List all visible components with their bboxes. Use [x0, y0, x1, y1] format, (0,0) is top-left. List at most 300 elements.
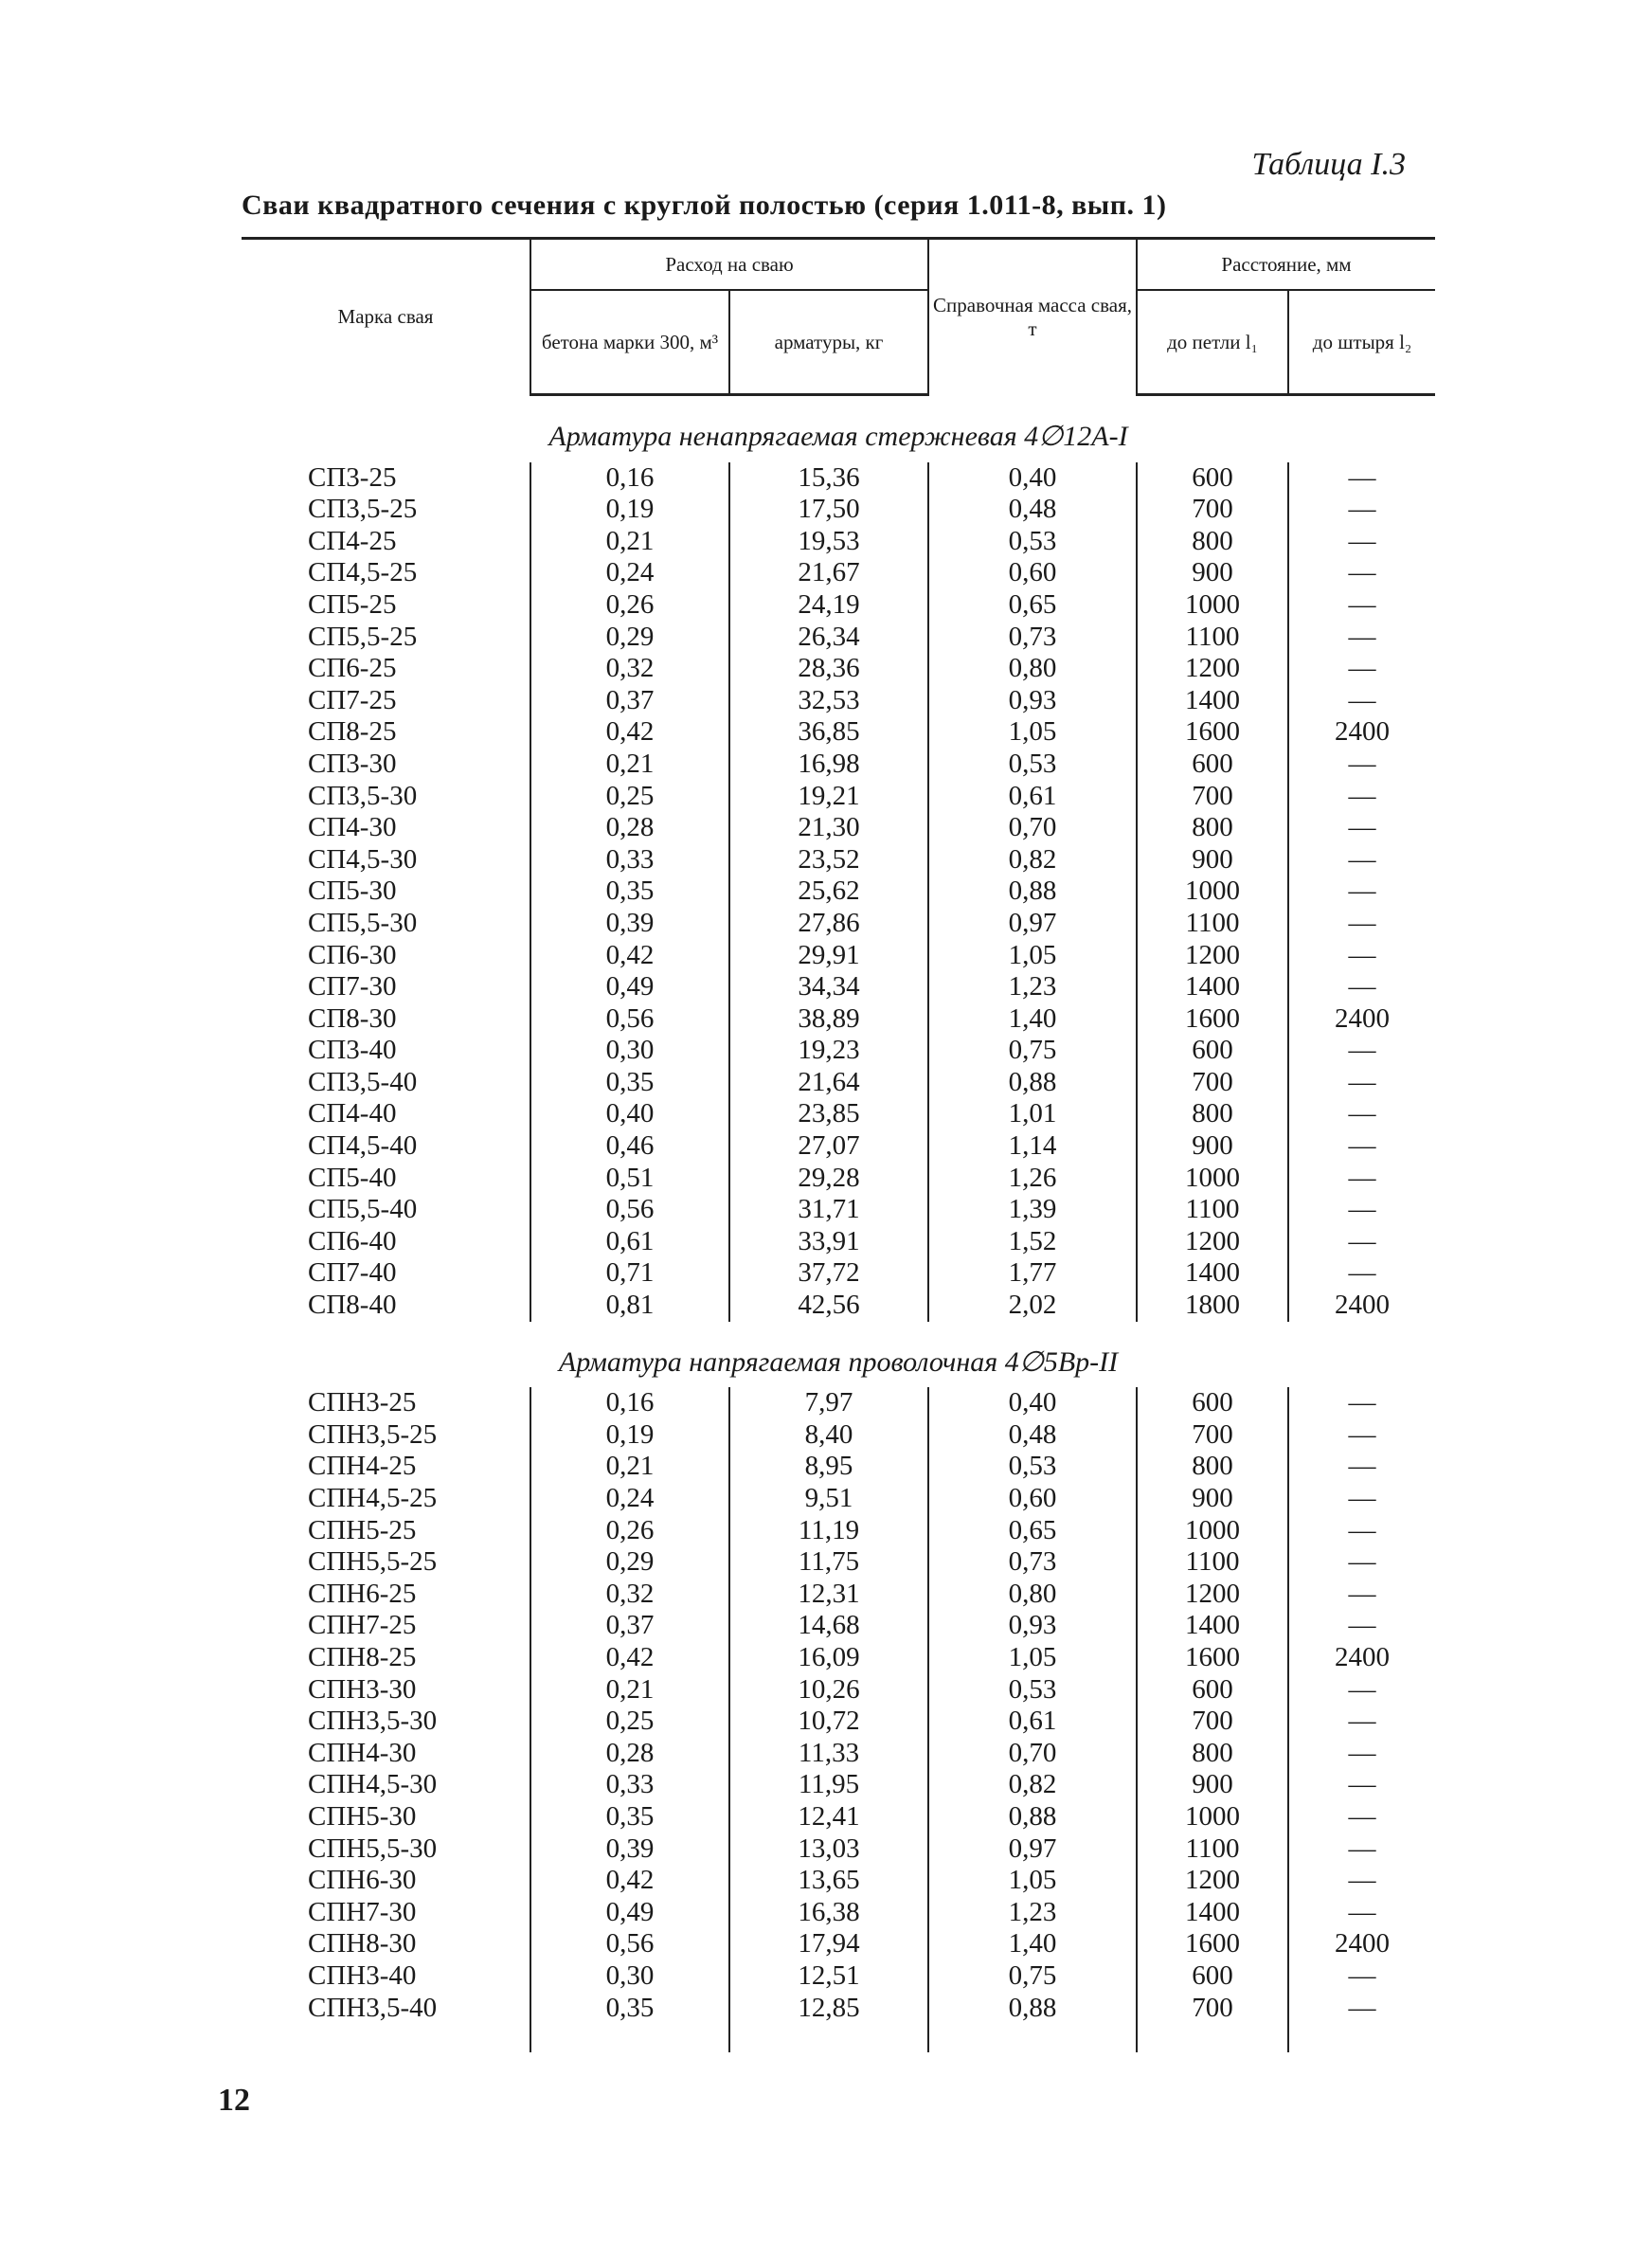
cell-mark: СПН4-30 [308, 1737, 417, 1768]
table-row [242, 1387, 1435, 1419]
cell-to-pin: — [1288, 844, 1435, 876]
cell-concrete: 0,51 [530, 1163, 729, 1195]
cell-rebar: 37,72 [729, 1257, 928, 1290]
cell-to-loop: 900 [1137, 1769, 1288, 1801]
cell-concrete: 0,26 [530, 589, 729, 622]
table-row [242, 1257, 1435, 1290]
table-caption: Таблица I.3 [1251, 147, 1406, 182]
cell-concrete: 0,49 [530, 971, 729, 1003]
cell-to-pin: — [1288, 1067, 1435, 1099]
cell-mark: СП5,5-40 [308, 1194, 418, 1225]
cell-rebar: 15,36 [729, 462, 928, 495]
cell-rebar: 28,36 [729, 653, 928, 685]
table-row [242, 1163, 1435, 1195]
section-header-row [242, 1322, 1435, 1388]
table-row [242, 1451, 1435, 1483]
table-row [242, 589, 1435, 622]
cell-concrete: 0,37 [530, 685, 729, 717]
table-row [242, 1098, 1435, 1130]
header-to-pin: до штыря l₂ [1288, 290, 1435, 395]
cell-to-pin: — [1288, 1163, 1435, 1195]
cell-to-pin: — [1288, 1960, 1435, 1993]
cell-concrete: 0,71 [530, 1257, 729, 1290]
cell-mark: СПН3-30 [308, 1673, 417, 1705]
cell-mass: 1,05 [928, 940, 1137, 972]
cell-rebar: 27,86 [729, 908, 928, 940]
cell-mark: СП6-40 [308, 1225, 397, 1256]
cell-to-pin: — [1288, 1897, 1435, 1929]
table-row [242, 1290, 1435, 1322]
cell-concrete: 0,46 [530, 1130, 729, 1163]
cell-mark: СП4,5-30 [308, 843, 418, 875]
cell-to-loop: 600 [1137, 1674, 1288, 1706]
cell-rebar: 34,34 [729, 971, 928, 1003]
table-row [242, 908, 1435, 940]
cell-mass: 0,60 [928, 1483, 1137, 1515]
section-title: Арматура ненапрягаемая стержневая 4∅12А-I [548, 421, 1128, 452]
cell-mark: СП3,5-40 [308, 1066, 418, 1097]
table-row [242, 1067, 1435, 1099]
cell-rebar: 24,19 [729, 589, 928, 622]
header-mark: Марка свая [242, 239, 530, 395]
cell-to-loop: 800 [1137, 812, 1288, 844]
header-to-loop: до петли l₁ [1137, 290, 1288, 395]
cell-concrete: 0,61 [530, 1226, 729, 1258]
header-rebar: арматуры, кг [729, 290, 928, 395]
cell-mark: СП3-25 [308, 461, 397, 493]
cell-mass: 0,48 [928, 494, 1137, 526]
cell-to-loop: 1100 [1137, 908, 1288, 940]
cell-mark: СПН6-25 [308, 1578, 417, 1609]
cell-to-loop: 1100 [1137, 1546, 1288, 1579]
cell-mark: СПН5-25 [308, 1514, 417, 1545]
cell-to-loop: 1200 [1137, 1865, 1288, 1897]
table-row [242, 685, 1435, 717]
table-row [242, 749, 1435, 781]
cell-to-pin: — [1288, 622, 1435, 654]
cell-mark: СПН3-25 [308, 1387, 417, 1418]
cell-to-pin: — [1288, 1993, 1435, 2025]
spacer-cell [928, 2024, 1137, 2052]
cell-concrete: 0,42 [530, 1865, 729, 1897]
spacer-cell [729, 2024, 928, 2052]
table-row [242, 1194, 1435, 1226]
cell-to-pin: — [1288, 1801, 1435, 1833]
cell-to-loop: 900 [1137, 1483, 1288, 1515]
cell-mark: СП8-30 [308, 1002, 397, 1034]
table-row [242, 1642, 1435, 1674]
cell-mass: 0,61 [928, 781, 1137, 813]
cell-mark: СПН6-30 [308, 1865, 417, 1896]
cell-concrete: 0,30 [530, 1035, 729, 1067]
table-row [242, 1035, 1435, 1067]
cell-to-pin: — [1288, 749, 1435, 781]
cell-concrete: 0,19 [530, 494, 729, 526]
cell-mark: СПН5,5-25 [308, 1546, 438, 1578]
cell-mass: 1,23 [928, 971, 1137, 1003]
cell-to-pin: — [1288, 653, 1435, 685]
table-row [242, 622, 1435, 654]
cell-rebar: 26,34 [729, 622, 928, 654]
cell-mark: СП8-25 [308, 716, 397, 748]
table-row [242, 716, 1435, 749]
cell-mark: СПН8-25 [308, 1641, 417, 1672]
cell-to-loop: 1400 [1137, 685, 1288, 717]
cell-rebar: 8,40 [729, 1419, 928, 1452]
cell-rebar: 38,89 [729, 1003, 928, 1036]
cell-rebar: 11,75 [729, 1546, 928, 1579]
cell-rebar: 16,38 [729, 1897, 928, 1929]
table-row [242, 557, 1435, 589]
cell-to-loop: 800 [1137, 1451, 1288, 1483]
cell-to-pin: — [1288, 1610, 1435, 1642]
cell-to-pin: — [1288, 1674, 1435, 1706]
cell-rebar: 8,95 [729, 1451, 928, 1483]
cell-mark: СПН8-30 [308, 1928, 417, 1959]
cell-concrete: 0,24 [530, 1483, 729, 1515]
table-spacer-row [242, 2024, 1435, 2052]
table-row [242, 844, 1435, 876]
cell-to-loop: 1600 [1137, 1928, 1288, 1960]
header-consumption: Расход на сваю [530, 239, 928, 291]
cell-mark: СП5,5-25 [308, 621, 418, 652]
cell-mass: 0,88 [928, 876, 1137, 908]
cell-to-pin: — [1288, 1546, 1435, 1579]
cell-rebar: 9,51 [729, 1483, 928, 1515]
cell-to-loop: 1400 [1137, 971, 1288, 1003]
table-row [242, 1960, 1435, 1993]
cell-concrete: 0,37 [530, 1610, 729, 1642]
table-row [242, 1226, 1435, 1258]
cell-concrete: 0,24 [530, 557, 729, 589]
cell-rebar: 16,09 [729, 1642, 928, 1674]
cell-mass: 1,05 [928, 716, 1137, 749]
cell-to-loop: 600 [1137, 749, 1288, 781]
cell-to-pin: — [1288, 1865, 1435, 1897]
cell-rebar: 11,95 [729, 1769, 928, 1801]
cell-mark: СП7-25 [308, 684, 397, 715]
cell-to-pin: — [1288, 526, 1435, 558]
cell-to-pin: — [1288, 1194, 1435, 1226]
cell-to-pin: — [1288, 940, 1435, 972]
cell-concrete: 0,26 [530, 1515, 729, 1547]
cell-mass: 0,93 [928, 685, 1137, 717]
cell-mass: 0,65 [928, 1515, 1137, 1547]
cell-to-pin: — [1288, 908, 1435, 940]
cell-mark: СПН3,5-30 [308, 1706, 438, 1737]
cell-mark: СП4,5-40 [308, 1130, 418, 1162]
cell-mark: СП4,5-25 [308, 557, 418, 588]
cell-concrete: 0,29 [530, 1546, 729, 1579]
cell-mark: СП8-40 [308, 1290, 397, 1321]
cell-mass: 0,70 [928, 812, 1137, 844]
cell-to-pin: — [1288, 781, 1435, 813]
cell-mark: СП5-30 [308, 876, 397, 907]
table-row [242, 1738, 1435, 1770]
table-header [242, 239, 1435, 395]
cell-to-loop: 600 [1137, 462, 1288, 495]
cell-mass: 0,80 [928, 653, 1137, 685]
cell-to-pin: — [1288, 685, 1435, 717]
cell-to-loop: 1100 [1137, 1833, 1288, 1866]
cell-concrete: 0,33 [530, 844, 729, 876]
cell-mark: СПН7-25 [308, 1610, 417, 1641]
cell-mass: 1,05 [928, 1865, 1137, 1897]
cell-concrete: 0,33 [530, 1769, 729, 1801]
cell-rebar: 11,19 [729, 1515, 928, 1547]
cell-to-loop: 1000 [1137, 1801, 1288, 1833]
table-row [242, 1130, 1435, 1163]
table-row [242, 526, 1435, 558]
cell-concrete: 0,42 [530, 716, 729, 749]
cell-mark: СП5-40 [308, 1162, 397, 1193]
cell-to-pin: — [1288, 1387, 1435, 1419]
cell-rebar: 36,85 [729, 716, 928, 749]
cell-rebar: 7,97 [729, 1387, 928, 1419]
cell-concrete: 0,21 [530, 526, 729, 558]
cell-to-loop: 700 [1137, 494, 1288, 526]
cell-concrete: 0,16 [530, 1387, 729, 1419]
cell-concrete: 0,28 [530, 812, 729, 844]
cell-mass: 1,01 [928, 1098, 1137, 1130]
cell-concrete: 0,32 [530, 1579, 729, 1611]
cell-to-pin: — [1288, 876, 1435, 908]
cell-rebar: 21,64 [729, 1067, 928, 1099]
table-row [242, 653, 1435, 685]
cell-concrete: 0,21 [530, 1451, 729, 1483]
cell-mark: СПН4,5-30 [308, 1769, 438, 1800]
table-row [242, 971, 1435, 1003]
table-row [242, 1674, 1435, 1706]
cell-concrete: 0,28 [530, 1738, 729, 1770]
cell-rebar: 27,07 [729, 1130, 928, 1163]
table-row [242, 1419, 1435, 1452]
cell-mass: 0,73 [928, 622, 1137, 654]
cell-rebar: 29,91 [729, 940, 928, 972]
cell-to-pin: 2400 [1288, 1003, 1435, 1036]
cell-to-loop: 1200 [1137, 940, 1288, 972]
cell-mass: 0,40 [928, 1387, 1137, 1419]
cell-to-loop: 600 [1137, 1960, 1288, 1993]
cell-rebar: 21,67 [729, 557, 928, 589]
cell-concrete: 0,29 [530, 622, 729, 654]
cell-to-loop: 700 [1137, 1419, 1288, 1452]
cell-mass: 0,97 [928, 908, 1137, 940]
cell-mass: 0,93 [928, 1610, 1137, 1642]
cell-mark: СП3,5-25 [308, 494, 418, 525]
cell-concrete: 0,39 [530, 908, 729, 940]
cell-mark: СПН3,5-40 [308, 1992, 438, 2023]
cell-rebar: 16,98 [729, 749, 928, 781]
spacer-cell [242, 2024, 530, 2052]
cell-mass: 0,53 [928, 1674, 1137, 1706]
cell-to-loop: 1800 [1137, 1290, 1288, 1322]
cell-to-pin: — [1288, 812, 1435, 844]
piles-table [242, 237, 1435, 2052]
cell-mass: 0,82 [928, 1769, 1137, 1801]
cell-to-loop: 700 [1137, 1067, 1288, 1099]
cell-rebar: 31,71 [729, 1194, 928, 1226]
table-row [242, 1769, 1435, 1801]
section-header-row [242, 395, 1435, 462]
cell-rebar: 23,85 [729, 1098, 928, 1130]
table-row [242, 1833, 1435, 1866]
cell-to-pin: 2400 [1288, 716, 1435, 749]
cell-to-loop: 1600 [1137, 716, 1288, 749]
cell-concrete: 0,16 [530, 462, 729, 495]
cell-mass: 1,23 [928, 1897, 1137, 1929]
cell-mass: 0,48 [928, 1419, 1137, 1452]
cell-rebar: 19,21 [729, 781, 928, 813]
table-row [242, 1928, 1435, 1960]
spacer-cell [1288, 2024, 1435, 2052]
table-row [242, 1865, 1435, 1897]
cell-mass: 1,40 [928, 1003, 1137, 1036]
cell-mark: СП7-30 [308, 971, 397, 1002]
cell-mass: 0,80 [928, 1579, 1137, 1611]
cell-to-pin: — [1288, 1035, 1435, 1067]
table-row [242, 1610, 1435, 1642]
cell-mass: 1,14 [928, 1130, 1137, 1163]
cell-concrete: 0,21 [530, 1674, 729, 1706]
cell-to-loop: 600 [1137, 1387, 1288, 1419]
cell-rebar: 13,03 [729, 1833, 928, 1866]
cell-to-pin: 2400 [1288, 1642, 1435, 1674]
cell-mark: СП3-30 [308, 748, 397, 779]
cell-rebar: 32,53 [729, 685, 928, 717]
table-body [242, 395, 1435, 2053]
cell-to-loop: 900 [1137, 1130, 1288, 1163]
cell-concrete: 0,19 [530, 1419, 729, 1452]
cell-rebar: 17,50 [729, 494, 928, 526]
cell-to-pin: — [1288, 1257, 1435, 1290]
cell-mass: 2,02 [928, 1290, 1137, 1322]
cell-to-pin: 2400 [1288, 1290, 1435, 1322]
cell-rebar: 19,53 [729, 526, 928, 558]
cell-to-pin: — [1288, 1419, 1435, 1452]
cell-to-loop: 1400 [1137, 1257, 1288, 1290]
spacer-cell [1137, 2024, 1288, 2052]
table-row [242, 1515, 1435, 1547]
cell-mark: СП7-40 [308, 1257, 397, 1289]
cell-rebar: 12,51 [729, 1960, 928, 1993]
header-distance: Расстояние, мм [1137, 239, 1435, 291]
table-row [242, 1003, 1435, 1036]
header-concrete: бетона марки 300, м³ [530, 290, 729, 395]
cell-to-pin: — [1288, 1451, 1435, 1483]
cell-to-pin: — [1288, 1098, 1435, 1130]
cell-mass: 0,65 [928, 589, 1137, 622]
cell-mass: 1,39 [928, 1194, 1137, 1226]
cell-rebar: 10,72 [729, 1706, 928, 1738]
cell-to-pin: — [1288, 589, 1435, 622]
cell-mark: СП5-25 [308, 588, 397, 620]
cell-rebar: 25,62 [729, 876, 928, 908]
cell-rebar: 42,56 [729, 1290, 928, 1322]
spacer-cell [530, 2024, 729, 2052]
cell-mass: 1,52 [928, 1226, 1137, 1258]
cell-to-loop: 1000 [1137, 1515, 1288, 1547]
cell-rebar: 12,85 [729, 1993, 928, 2025]
cell-rebar: 11,33 [729, 1738, 928, 1770]
cell-to-loop: 1600 [1137, 1003, 1288, 1036]
cell-mass: 0,40 [928, 462, 1137, 495]
cell-rebar: 17,94 [729, 1928, 928, 1960]
section-title: Арматура напрягаемая проволочная 4∅5Вр-II [558, 1345, 1119, 1378]
cell-to-loop: 700 [1137, 1706, 1288, 1738]
cell-to-pin: — [1288, 1769, 1435, 1801]
cell-mark: СП4-30 [308, 812, 397, 843]
cell-mass: 1,77 [928, 1257, 1137, 1290]
cell-concrete: 0,56 [530, 1194, 729, 1226]
cell-mass: 0,53 [928, 526, 1137, 558]
cell-rebar: 14,68 [729, 1610, 928, 1642]
cell-mark: СПН4,5-25 [308, 1483, 438, 1513]
cell-mark: СП5,5-30 [308, 907, 418, 938]
cell-mass: 0,70 [928, 1738, 1137, 1770]
cell-to-loop: 1200 [1137, 1579, 1288, 1611]
cell-rebar: 10,26 [729, 1674, 928, 1706]
table-title: Сваи квадратного сечения с круглой полостью (серия 1.011-8, вып. 1) [242, 190, 1167, 221]
cell-rebar: 19,23 [729, 1035, 928, 1067]
cell-rebar: 13,65 [729, 1865, 928, 1897]
cell-concrete: 0,25 [530, 781, 729, 813]
table-row [242, 494, 1435, 526]
cell-mass: 0,88 [928, 1067, 1137, 1099]
cell-to-pin: — [1288, 1738, 1435, 1770]
cell-concrete: 0,35 [530, 1067, 729, 1099]
cell-to-loop: 700 [1137, 781, 1288, 813]
cell-to-loop: 1000 [1137, 876, 1288, 908]
table-row [242, 1546, 1435, 1579]
cell-to-pin: — [1288, 462, 1435, 495]
cell-to-pin: — [1288, 1833, 1435, 1866]
cell-mass: 0,61 [928, 1706, 1137, 1738]
cell-mark: СПН5-30 [308, 1800, 417, 1832]
cell-concrete: 0,42 [530, 1642, 729, 1674]
cell-concrete: 0,42 [530, 940, 729, 972]
cell-mass: 0,97 [928, 1833, 1137, 1866]
cell-concrete: 0,30 [530, 1960, 729, 1993]
cell-concrete: 0,56 [530, 1928, 729, 1960]
cell-mark: СП3,5-30 [308, 780, 418, 811]
cell-mass: 0,88 [928, 1993, 1137, 2025]
table-row [242, 940, 1435, 972]
cell-to-loop: 800 [1137, 526, 1288, 558]
cell-concrete: 0,49 [530, 1897, 729, 1929]
cell-concrete: 0,40 [530, 1098, 729, 1130]
cell-mass: 1,26 [928, 1163, 1137, 1195]
cell-concrete: 0,21 [530, 749, 729, 781]
cell-to-loop: 1400 [1137, 1897, 1288, 1929]
cell-to-loop: 1600 [1137, 1642, 1288, 1674]
cell-mass: 0,88 [928, 1801, 1137, 1833]
table-row [242, 1483, 1435, 1515]
cell-rebar: 21,30 [729, 812, 928, 844]
cell-mass: 0,73 [928, 1546, 1137, 1579]
cell-mass: 0,82 [928, 844, 1137, 876]
cell-mark: СПН5,5-30 [308, 1833, 438, 1864]
table-row [242, 1579, 1435, 1611]
cell-rebar: 12,31 [729, 1579, 928, 1611]
cell-to-loop: 800 [1137, 1098, 1288, 1130]
cell-to-pin: — [1288, 1226, 1435, 1258]
cell-mass: 0,75 [928, 1035, 1137, 1067]
cell-to-loop: 900 [1137, 557, 1288, 589]
cell-mark: СПН7-30 [308, 1896, 417, 1927]
table-row [242, 1801, 1435, 1833]
cell-mass: 0,53 [928, 749, 1137, 781]
